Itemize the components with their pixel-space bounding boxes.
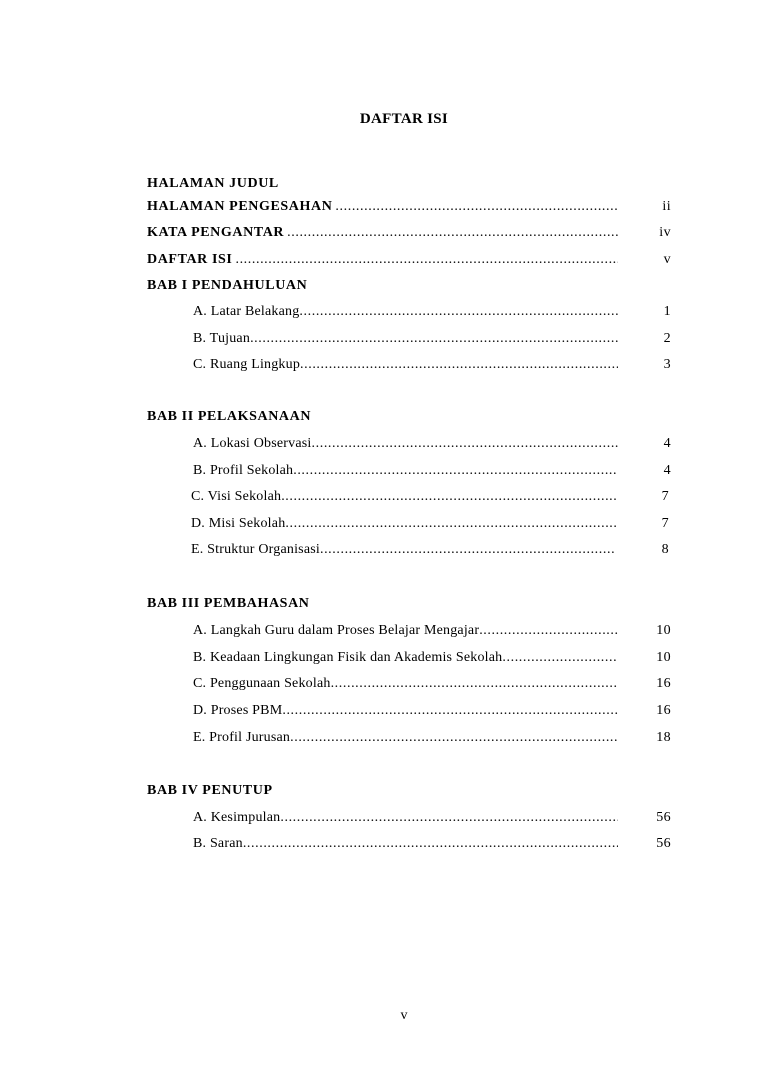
toc-entry-profil-jurusan[interactable]: [193, 726, 671, 746]
leader-dots: [299, 304, 618, 320]
toc-entry-page: 3: [663, 357, 671, 372]
toc-entry-visi-sekolah[interactable]: [191, 485, 669, 505]
toc-entry-latar-belakang[interactable]: [193, 300, 671, 320]
toc-entry-page: 56: [656, 810, 671, 825]
leader-dots: [285, 516, 616, 532]
toc-chapter-label: BAB IV PENUTUP: [147, 783, 273, 798]
toc-chapter-bab-i[interactable]: [147, 274, 621, 294]
toc-entry-misi-sekolah[interactable]: [191, 512, 669, 532]
leader-dots: [281, 489, 616, 505]
toc-entry-label: KATA PENGANTAR: [147, 225, 285, 240]
toc-entry-label: B. Saran: [193, 836, 243, 851]
leader-dots: [331, 676, 618, 692]
toc-entry-page: 7: [661, 489, 669, 504]
leader-dots: [293, 463, 618, 479]
leader-dots: [300, 357, 618, 373]
toc-entry-label: C. Visi Sekolah: [191, 489, 282, 504]
toc-entry-page: 56: [656, 836, 671, 851]
toc-entry-label: C. Penggunaan Sekolah: [193, 676, 331, 691]
toc-entry-tujuan[interactable]: [193, 327, 671, 347]
leader-dots: [250, 331, 618, 347]
page-title: DAFTAR ISI: [359, 111, 449, 127]
toc-entry-saran[interactable]: [193, 832, 671, 852]
toc-chapter-label: BAB II PELAKSANAAN: [147, 409, 312, 424]
toc-entry-page: 2: [663, 331, 671, 346]
toc-chapter-bab-ii[interactable]: [147, 405, 621, 425]
toc-entry-page: v: [663, 252, 671, 267]
toc-entry-label: E. Struktur Organisasi: [191, 542, 320, 557]
toc-entry-page: 4: [663, 463, 671, 478]
leader-dots: [243, 836, 618, 852]
toc-entry-label: B. Tujuan: [193, 331, 251, 346]
toc-entry-page: iv: [659, 225, 671, 240]
toc-entry-label: E. Profil Jurusan: [193, 730, 291, 745]
leader-dots: [335, 199, 618, 215]
toc-entry-page: 18: [656, 730, 671, 745]
toc-chapter-label: BAB III PEMBAHASAN: [147, 596, 310, 611]
toc-entry-page: ii: [662, 199, 671, 214]
leader-dots: [282, 703, 618, 719]
toc-entry-label: B. Profil Sekolah: [193, 463, 294, 478]
toc-entry-penggunaan-sekolah[interactable]: [193, 672, 671, 692]
toc-entry-halaman-pengesahan[interactable]: [147, 195, 671, 215]
toc-entry-page: 7: [661, 516, 669, 531]
toc-entry-lokasi-observasi[interactable]: [193, 432, 671, 452]
toc-entry-keadaan-lingkungan[interactable]: [193, 646, 671, 666]
toc-entry-label: A. Lokasi Observasi: [193, 436, 312, 451]
toc-entry-label: HALAMAN PENGESAHAN: [147, 199, 333, 214]
toc-entry-kata-pengantar[interactable]: [147, 221, 671, 241]
leader-dots: [287, 225, 618, 241]
toc-chapter-bab-iv[interactable]: [147, 779, 621, 799]
leader-dots: [479, 623, 618, 639]
toc-entry-page: 10: [656, 650, 671, 665]
leader-dots: [290, 730, 618, 746]
toc-entry-page: 10: [656, 623, 671, 638]
toc-entry-langkah-guru[interactable]: [193, 619, 671, 639]
toc-entry-label: A. Kesimpulan: [193, 810, 281, 825]
toc-entry-page: 4: [663, 436, 671, 451]
page-number: v: [400, 1008, 408, 1023]
toc-entry-profil-sekolah[interactable]: [193, 459, 671, 479]
toc-entry-label: HALAMAN JUDUL: [147, 176, 279, 191]
toc-entry-kesimpulan[interactable]: [193, 806, 671, 826]
toc-entry-page: 1: [663, 304, 671, 319]
toc-entry-label: D. Misi Sekolah: [191, 516, 286, 531]
leader-dots: [280, 810, 618, 826]
toc-entry-label: A. Langkah Guru dalam Proses Belajar Mengajar: [193, 623, 480, 638]
toc-chapter-label: BAB I PENDAHULUAN: [147, 278, 308, 293]
leader-dots: [502, 650, 618, 666]
toc-entry-label: B. Keadaan Lingkungan Fisik dan Akademis Sekolah: [193, 650, 503, 665]
toc-entry-daftar-isi[interactable]: [147, 248, 671, 268]
toc-entry-page: 16: [656, 703, 671, 718]
leader-dots: [235, 252, 618, 268]
toc-entry-ruang-lingkup[interactable]: [193, 353, 671, 373]
leader-dots: [312, 436, 618, 452]
toc-entry-label: A. Latar Belakang: [193, 304, 300, 319]
toc-entry-label: DAFTAR ISI: [147, 252, 233, 267]
toc-entry-struktur-organisasi[interactable]: [191, 538, 669, 558]
toc-entry-label: D. Proses PBM: [193, 703, 283, 718]
toc-entry-page: 8: [661, 542, 669, 557]
leader-dots: [320, 542, 616, 558]
toc-entry-page: 16: [656, 676, 671, 691]
toc-chapter-bab-iii[interactable]: [147, 592, 621, 612]
toc-entry-label: C. Ruang Lingkup: [193, 357, 301, 372]
toc-entry-proses-pbm[interactable]: [193, 699, 671, 719]
toc-entry-halaman-judul[interactable]: [147, 172, 621, 192]
